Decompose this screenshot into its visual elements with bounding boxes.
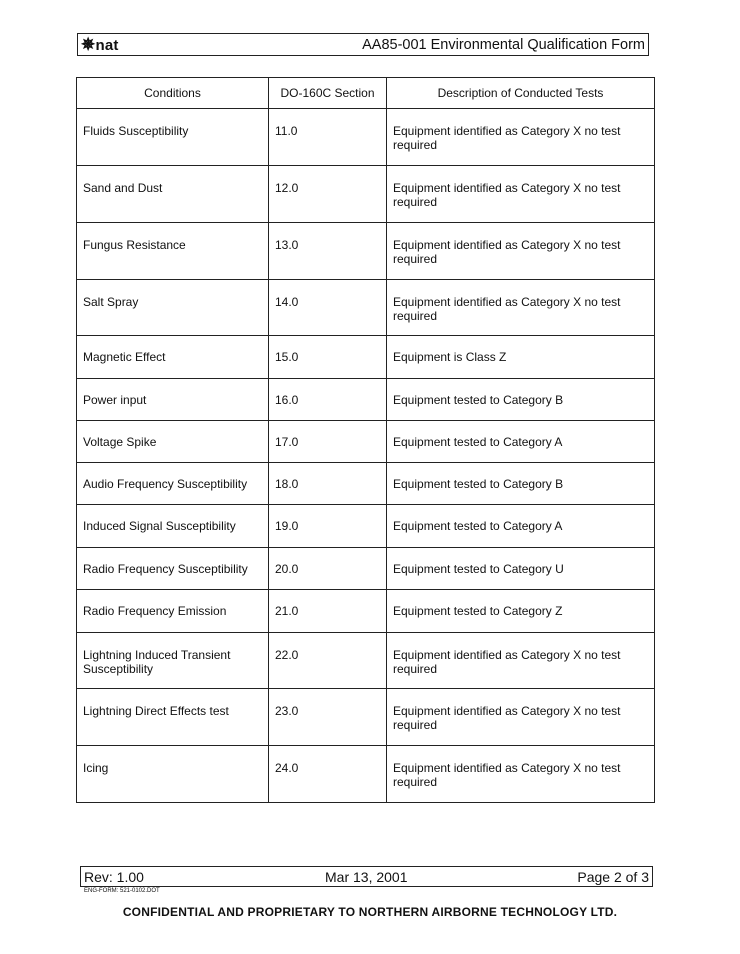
- form-title: AA85-001 Environmental Qualification Form: [362, 37, 645, 53]
- description-cell: Equipment tested to Category B: [393, 393, 564, 407]
- condition-cell: Induced Signal Susceptibility: [77, 505, 269, 547]
- table-row: [77, 504, 654, 547]
- condition-cell: Audio Frequency Susceptibility: [77, 463, 269, 504]
- description-cell: Equipment tested to Category A: [393, 435, 563, 449]
- table-row: [77, 632, 654, 688]
- section-cell: 17.0: [269, 421, 387, 462]
- condition-cell: Magnetic Effect: [77, 336, 269, 378]
- description-cell: Equipment is Class Z: [393, 350, 507, 364]
- table-row: [77, 335, 654, 378]
- revision-label: Rev: 1.00: [84, 869, 144, 885]
- description-cell: Equipment identified as Category X no test required: [393, 238, 621, 266]
- section-cell: 15.0: [269, 336, 387, 378]
- section-cell: 20.0: [269, 548, 387, 589]
- section-cell: 24.0: [269, 746, 387, 802]
- table-row: [77, 165, 654, 222]
- section-cell: 14.0: [269, 280, 387, 335]
- section-cell: 16.0: [269, 379, 387, 420]
- table-row: [77, 222, 654, 279]
- table-row: [77, 279, 654, 335]
- description-cell: Equipment identified as Category X no test required: [393, 181, 621, 209]
- section-cell: 11.0: [269, 109, 387, 165]
- description-cell: Equipment identified as Category X no test required: [393, 124, 621, 152]
- description-cell: Equipment tested to Category Z: [393, 604, 563, 618]
- condition-cell: Icing: [77, 746, 269, 802]
- table-row: [77, 420, 654, 462]
- condition-cell: Sand and Dust: [77, 166, 269, 222]
- page-footer: [80, 866, 653, 887]
- section-cell: 19.0: [269, 505, 387, 547]
- qualification-table: [76, 77, 655, 803]
- condition-cell: Salt Spray: [77, 280, 269, 335]
- logo-text: nat: [95, 37, 119, 54]
- table-row: [77, 745, 654, 802]
- condition-cell: Power input: [77, 379, 269, 420]
- description-cell: Equipment identified as Category X no test required: [393, 704, 621, 732]
- section-cell: 18.0: [269, 463, 387, 504]
- description-cell: Equipment tested to Category B: [393, 477, 564, 491]
- company-logo: [81, 35, 119, 55]
- description-cell: Equipment identified as Category X no test required: [393, 648, 621, 676]
- section-cell: 21.0: [269, 590, 387, 632]
- condition-cell: Radio Frequency Susceptibility: [77, 548, 269, 589]
- condition-cell: Fluids Susceptibility: [77, 109, 269, 165]
- table-row: [77, 378, 654, 420]
- description-cell: Equipment identified as Category X no test required: [393, 761, 621, 789]
- condition-cell: Voltage Spike: [77, 421, 269, 462]
- logo-star-icon: ✵: [81, 35, 96, 54]
- section-cell: 13.0: [269, 223, 387, 279]
- condition-cell: Lightning Induced Transient Susceptibility: [77, 633, 269, 688]
- table-row: [77, 108, 654, 165]
- column-header-conditions: Conditions: [77, 78, 269, 108]
- section-cell: 22.0: [269, 633, 387, 688]
- description-cell: Equipment identified as Category X no test required: [393, 295, 621, 323]
- table-row: [77, 589, 654, 632]
- page-header: [77, 33, 649, 56]
- confidentiality-notice: CONFIDENTIAL AND PROPRIETARY TO NORTHERN AIRBORNE TECHNOLOGY LTD.: [122, 905, 618, 919]
- column-header-description: Description of Conducted Tests: [437, 86, 604, 100]
- condition-cell: Lightning Direct Effects test: [77, 689, 269, 745]
- description-cell: Equipment tested to Category U: [393, 562, 564, 576]
- eng-form-code: ENG-FORM: 521-0102.DOT: [84, 888, 160, 894]
- table-header-row: [77, 78, 654, 108]
- table-row: [77, 547, 654, 589]
- description-cell: Equipment tested to Category A: [393, 519, 563, 533]
- section-cell: 23.0: [269, 689, 387, 745]
- page-number: Page 2 of 3: [577, 869, 649, 885]
- column-header-section: DO-160C Section: [269, 78, 387, 108]
- footer-date: Mar 13, 2001: [325, 869, 408, 885]
- table-row: [77, 688, 654, 745]
- table-row: [77, 462, 654, 504]
- condition-cell: Fungus Resistance: [77, 223, 269, 279]
- condition-cell: Radio Frequency Emission: [77, 590, 269, 632]
- section-cell: 12.0: [269, 166, 387, 222]
